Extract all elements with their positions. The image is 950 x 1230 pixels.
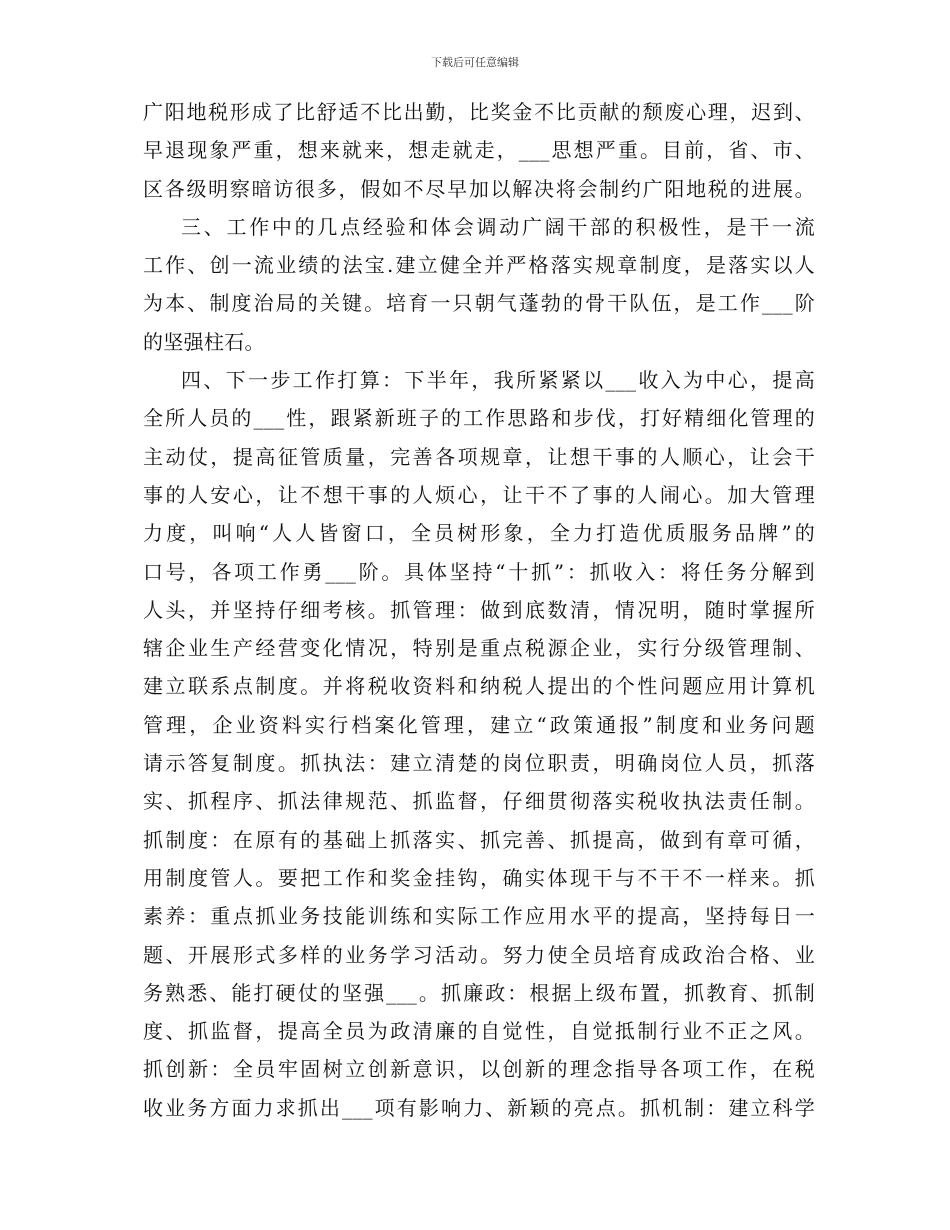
- text-line: 早退现象严重，想来就来，想走就走，___思想严重。目前，省、市、: [143, 138, 815, 163]
- text-line: 素养：重点抓业务技能训练和实际工作应用水平的提高，坚持每日一: [143, 904, 815, 929]
- text-line: 为本、制度治局的关键。培育一只朝气蓬勃的骨干队伍，是工作___阶: [143, 291, 815, 316]
- text-line: 实、抓程序、抓法律规范、抓监督，仔细贯彻落实税收执法责任制。: [143, 789, 815, 814]
- text-line: 全所人员的___性，跟紧新班子的工作思路和步伐，打好精细化管理的: [143, 406, 815, 431]
- text-line: 请示答复制度。抓执法：建立清楚的岗位职责，明确岗位人员，抓落: [143, 751, 815, 776]
- text-line: 抓制度：在原有的基础上抓落实、抓完善、抓提高，做到有章可循，: [143, 827, 815, 852]
- text-line: 三、工作中的几点经验和体会调动广阔干部的积极性，是干一流: [181, 214, 815, 239]
- page-header: 下载后可任意编辑: [431, 56, 519, 69]
- text-line: 力度，叫响“人人皆窗口，全员树形象，全力打造优质服务品牌”的: [143, 521, 815, 546]
- text-line: 主动仗，提高征管质量，完善各项规章，让想干事的人顺心，让会干: [143, 444, 815, 469]
- text-line: 广阳地税形成了比舒适不比出勤，比奖金不比贡献的颓废心理，迟到、: [143, 100, 815, 124]
- text-line: 辖企业生产经营变化情况，特别是重点税源企业，实行分级管理制、: [143, 636, 815, 661]
- text-line: 工作、创一流业绩的法宝.建立健全并严格落实规章制度，是落实以人: [143, 253, 815, 278]
- text-line: 管理，企业资料实行档案化管理，建立“政策通报”制度和业务问题: [143, 712, 815, 737]
- text-line: 用制度管人。要把工作和奖金挂钩，确实体现干与不干不一样来。抓: [143, 865, 815, 890]
- text-line: 度、抓监督，提高全员为政清廉的自觉性，自觉抵制行业不正之风。: [143, 1019, 815, 1044]
- text-line: 的坚强柱石。: [143, 329, 265, 354]
- text-line: 抓创新：全员牢固树立创新意识，以创新的理念指导各项工作，在税: [143, 1057, 815, 1082]
- text-line: 口号，各项工作勇___阶。具体坚持“十抓”：抓收入：将任务分解到: [143, 559, 815, 584]
- text-line: 务熟悉、能打硬仗的坚强___。抓廉政：根据上级布置，抓教育、抓制: [143, 980, 815, 1005]
- document-body: [143, 93, 815, 1127]
- text-line: 收业务方面力求抓出___项有影响力、新颖的亮点。抓机制：建立科学: [143, 1095, 815, 1120]
- text-line: 事的人安心，让不想干事的人烦心，让干不了事的人闹心。加大管理: [143, 482, 815, 507]
- text-line: 四、下一步工作打算：下半年，我所紧紧以___收入为中心，提高: [181, 368, 815, 393]
- text-line: 人头，并坚持仔细考核。抓管理：做到底数清，情况明，随时掌握所: [143, 597, 815, 622]
- text-line: 建立联系点制度。并将税收资料和纳税人提出的个性问题应用计算机: [143, 674, 815, 699]
- text-line: 区各级明察暗访很多，假如不尽早加以解决将会制约广阳地税的进展。: [143, 176, 815, 201]
- text-line: 题、开展形式多样的业务学习活动。努力使全员培育成政治合格、业: [143, 942, 815, 967]
